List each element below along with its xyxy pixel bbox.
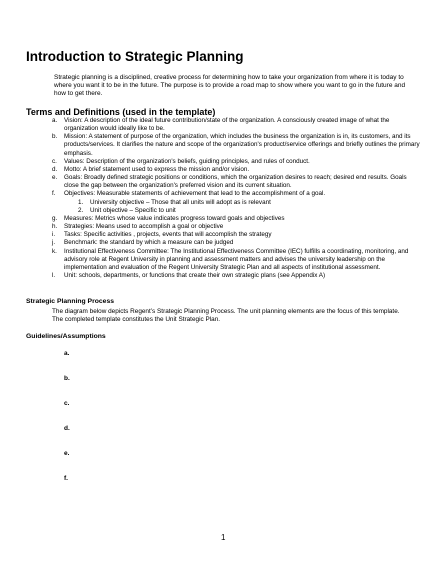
term-text: Benchmark: the standard by which a measure can be judged [64, 239, 234, 247]
term-objectives [52, 190, 422, 214]
term-text: Unit: schools, departments, or functions that create their own strategic plans (see Appendix A) [64, 271, 326, 279]
term-letter: h. [52, 223, 58, 231]
term-benchmark [52, 239, 422, 247]
guideline-item-a: a. [64, 350, 70, 357]
guideline-item-e: e. [64, 450, 70, 457]
term-mission [52, 133, 422, 157]
term-letter: i. [52, 231, 56, 239]
page-number: 1 [221, 533, 226, 542]
term-text: Vision: A description of the ideal future contribution/state of the organization. A consciously created image of what the organization would ideally like to be. [64, 117, 390, 133]
term-letter: g. [52, 214, 58, 222]
term-text: Values: Description of the organization's beliefs, guiding principles, and rules of conduct. [64, 157, 310, 165]
term-text: Tasks: Specific activities , projects, events that will accomplish the strategy [64, 231, 272, 239]
term-letter: j. [52, 239, 56, 247]
term-text: Goals: Broadly defined strategic positions or conditions, which the organization desires to reach; desired end results. Goals close the gap between the organization's preferred vision and its current situation. [64, 174, 407, 190]
term-letter: b. [52, 133, 58, 141]
term-text: Mission: A statement of purpose of the organization, which includes the business the organization is in, its customers, and its products/services. It clarifies the nature and scope of the organization's product/service offerings and briefly outlines the primary emphasis. [64, 133, 420, 157]
process-paragraph: The diagram below depicts Regent’s Strategic Planning Process. The unit planning elements are the focus of this template. The completed template constitutes the Unit Strategic Plan. [52, 308, 400, 324]
term-motto [52, 166, 422, 174]
sub-number: 1. [78, 198, 84, 206]
objective-sub-item [64, 199, 422, 207]
term-tasks [52, 231, 422, 239]
sub-text: Unit objective – Specific to unit [90, 206, 176, 214]
term-letter: f. [52, 190, 56, 198]
term-text: Measures: Metrics whose value indicates progress toward goals and objectives [64, 214, 285, 222]
term-letter: a. [52, 117, 58, 124]
guideline-item-d: d. [64, 425, 70, 432]
terms-heading: Terms and Definitions (used in the template) [26, 107, 216, 117]
intro-paragraph: Strategic planning is a disciplined, creative process for determining how to take your organization from where it is today to where you want it to be in the future. The purpose is to provide a road map to show where you want to go in the future and how to get there. [54, 74, 406, 98]
term-goals [52, 174, 422, 190]
term-vision [52, 117, 422, 133]
term-unit [52, 272, 422, 280]
sub-number: 2. [78, 206, 84, 214]
term-text: Motto: A brief statement used to express the mission and/or vision. [64, 165, 250, 173]
term-letter: l. [52, 271, 56, 279]
term-letter: k. [52, 247, 57, 255]
term-iec [52, 248, 422, 272]
term-strategies [52, 223, 422, 231]
term-letter: e. [52, 174, 58, 182]
guidelines-heading: Guidelines/Assumptions [26, 333, 106, 340]
term-measures [52, 215, 422, 223]
term-letter: d. [52, 165, 58, 173]
page-title: Introduction to Strategic Planning [26, 49, 244, 64]
objective-sub-item [64, 207, 422, 215]
process-heading: Strategic Planning Process [26, 298, 115, 305]
terms-list [52, 117, 422, 280]
term-text: Objectives: Measurable statements of achievement that lead to the accomplishment of a goal. [64, 190, 326, 198]
objective-sublist [64, 199, 422, 215]
term-text: Institutional Effectiveness Committee: The Institutional Effectiveness Committee (IEC) fulfills a coordinating, monitoring, and advisory role at Regent University in planning and assessment matters and advises the university leadership on the implementation and evaluation of the Regent University Strategic Plan and all aspects of institutional assessment. [64, 247, 409, 271]
guideline-item-b: b. [64, 375, 70, 382]
term-letter: c. [52, 157, 57, 165]
guideline-item-c: c. [64, 400, 70, 407]
term-values [52, 158, 422, 166]
sub-text: University objective – Those that all units will adopt as is relevant [90, 198, 271, 206]
term-text: Strategies: Means used to accomplish a goal or objective [64, 223, 224, 231]
guideline-item-f: f. [64, 475, 68, 482]
